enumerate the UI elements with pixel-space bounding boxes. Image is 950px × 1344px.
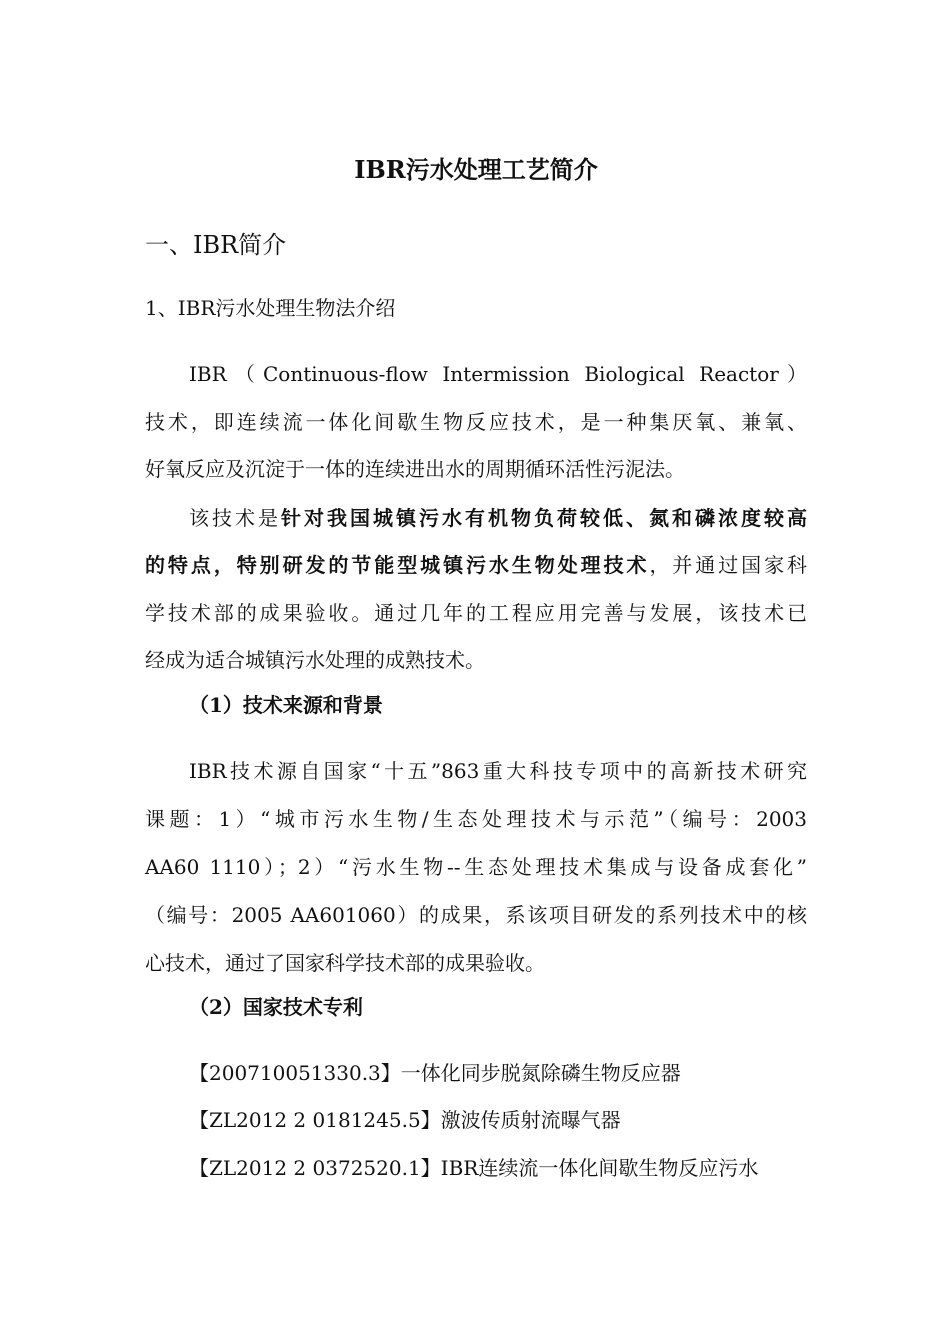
subheading-tech-source: （1）技术来源和背景 [189, 693, 383, 717]
paragraph-line: 经成为适合城镇污水处理的成熟技术。 [145, 648, 485, 672]
paragraph-line [145, 553, 807, 577]
paragraph-line: 好氧反应及沉淀于一体的连续进出水的周期循环活性污泥法。 [145, 457, 685, 481]
paragraph-line: 心技术，通过了国家科学技术部的成果验收。 [145, 951, 545, 975]
patent-item: 【ZL2012 2 0181245.5】激波传质射流曝气器 [189, 1108, 621, 1132]
paragraph-line: IBR（Continuous-flow Intermission Biological Reactor） [189, 362, 807, 386]
paragraph-line: AA60 1110）；2）“污水生物--生态处理技术集成与设备成套化” [145, 855, 807, 879]
section-heading-ibr-intro: 一、IBR简介 [145, 231, 287, 259]
bold-text-run: 针对我国城镇污水有机物负荷较低、氮和磷浓度较高 [281, 506, 807, 530]
paragraph-line: 课题：1）“城市污水生物/生态处理技术与示范”（编号：2003 [145, 807, 807, 831]
subheading-patents: （2）国家技术专利 [189, 995, 363, 1019]
paragraph-line: 技术，即连续流一体化间歇生物反应技术，是一种集厌氧、兼氧、 [145, 410, 807, 434]
patent-item: 【ZL2012 2 0372520.1】IBR连续流一体化间歇生物反应污水 [189, 1156, 759, 1180]
bold-text-run: 的特点，特别研发的节能型城镇污水生物处理技术 [145, 553, 650, 577]
subsection-heading-bio-method: 1、IBR污水处理生物法介绍 [145, 296, 396, 320]
paragraph-line: IBR技术源自国家“十五”863重大科技专项中的高新技术研究 [189, 759, 807, 783]
text-run: ，并通过国家科 [649, 553, 808, 577]
paragraph-line: 学技术部的成果验收。通过几年的工程应用完善与发展，该技术已 [145, 601, 807, 625]
paragraph-line: （编号：2005 AA601060）的成果，系该项目研发的系列技术中的核 [145, 903, 807, 927]
patent-item: 【200710051330.3】一体化同步脱氮除磷生物反应器 [189, 1061, 681, 1085]
text-run: 该技术是 [189, 506, 281, 530]
paragraph-line [145, 506, 807, 530]
document-title: IBR污水处理工艺简介 [354, 155, 598, 184]
